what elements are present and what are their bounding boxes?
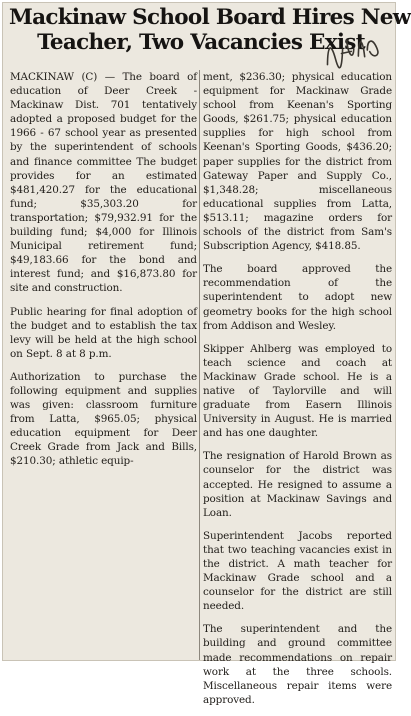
article-column-right [203,70,392,716]
article-paragraph: Superintendent Jacobs reported that two teaching vacancies exist in the district. A math teacher for Mackinaw Grade school and a counselor for the district are still needed. [203,529,392,613]
article-paragraph: The resignation of Harold Brown as counselor for the district was accepted. He resigned to assume a position at Mackinaw Savings and Loan. [203,450,392,519]
headline-line-1: Mackinaw School Board Hires New [9,5,411,30]
column-divider [199,70,200,660]
article-column-left [10,70,197,478]
article-paragraph: Authorization to purchase the following equipment and supplies was given: classroom furniture from Latta, $965.05; physical education equipment for Deer Creek Grade from Jack and Bills, $210.30; athletic equip- [10,370,197,468]
article-paragraph: ment, $236.30; physical education equipment for Mackinaw Grade school from Keenan's Sporting Goods, $261.75; physical education supplies for high school from Keenan's Sporting Goods, $436.20; paper supplies for the district from Gateway Paper and Supply Co., $1,348.28; miscellaneous educational supplies from Latta, $513.11; magazine orders for schools of the district from Sam's Subscription Agency, $418.85. [203,71,392,253]
article-paragraph: The board approved the recommendation of the superintendent to adopt new geometry books for the high school from Addison and Wesley. [203,263,392,332]
article-paragraph: MACKINAW (C) — The board of education of Deer Creek - Mackinaw Dist. 701 tentatively adopted a proposed budget for the 1966 - 67 school year as presented by the superintendent of schools and finance committee The budget provides for an estimated $481,420.27 for the educational fund; $35,303.20 for transportation; $79,932.91 for the building fund; $4,000 for Illinois Municipal retirement fund; $49,183.66 for the bond and interest fund; and $16,873.80 for site and construction. [10,71,197,295]
headline-line-2: Teacher, Two Vacancies Exist [37,30,365,55]
article-paragraph: Public hearing for final adoption of the budget and to establish the tax levy will be held at the high school on Sept. 8 at 8 p.m. [10,305,197,360]
article-paragraph: The superintendent and the building and ground committee made recommendations on repair work at the three schools. Miscellaneous repair items were approved. [203,623,392,706]
newspaper-clipping [2,2,411,706]
article-paragraph: Skipper Ahlberg was employed to teach science and coach at Mackinaw Grade school. He is a native of Taylorville and will graduate from Easern Illinois University in August. He is married and has one daughter. [203,342,392,440]
